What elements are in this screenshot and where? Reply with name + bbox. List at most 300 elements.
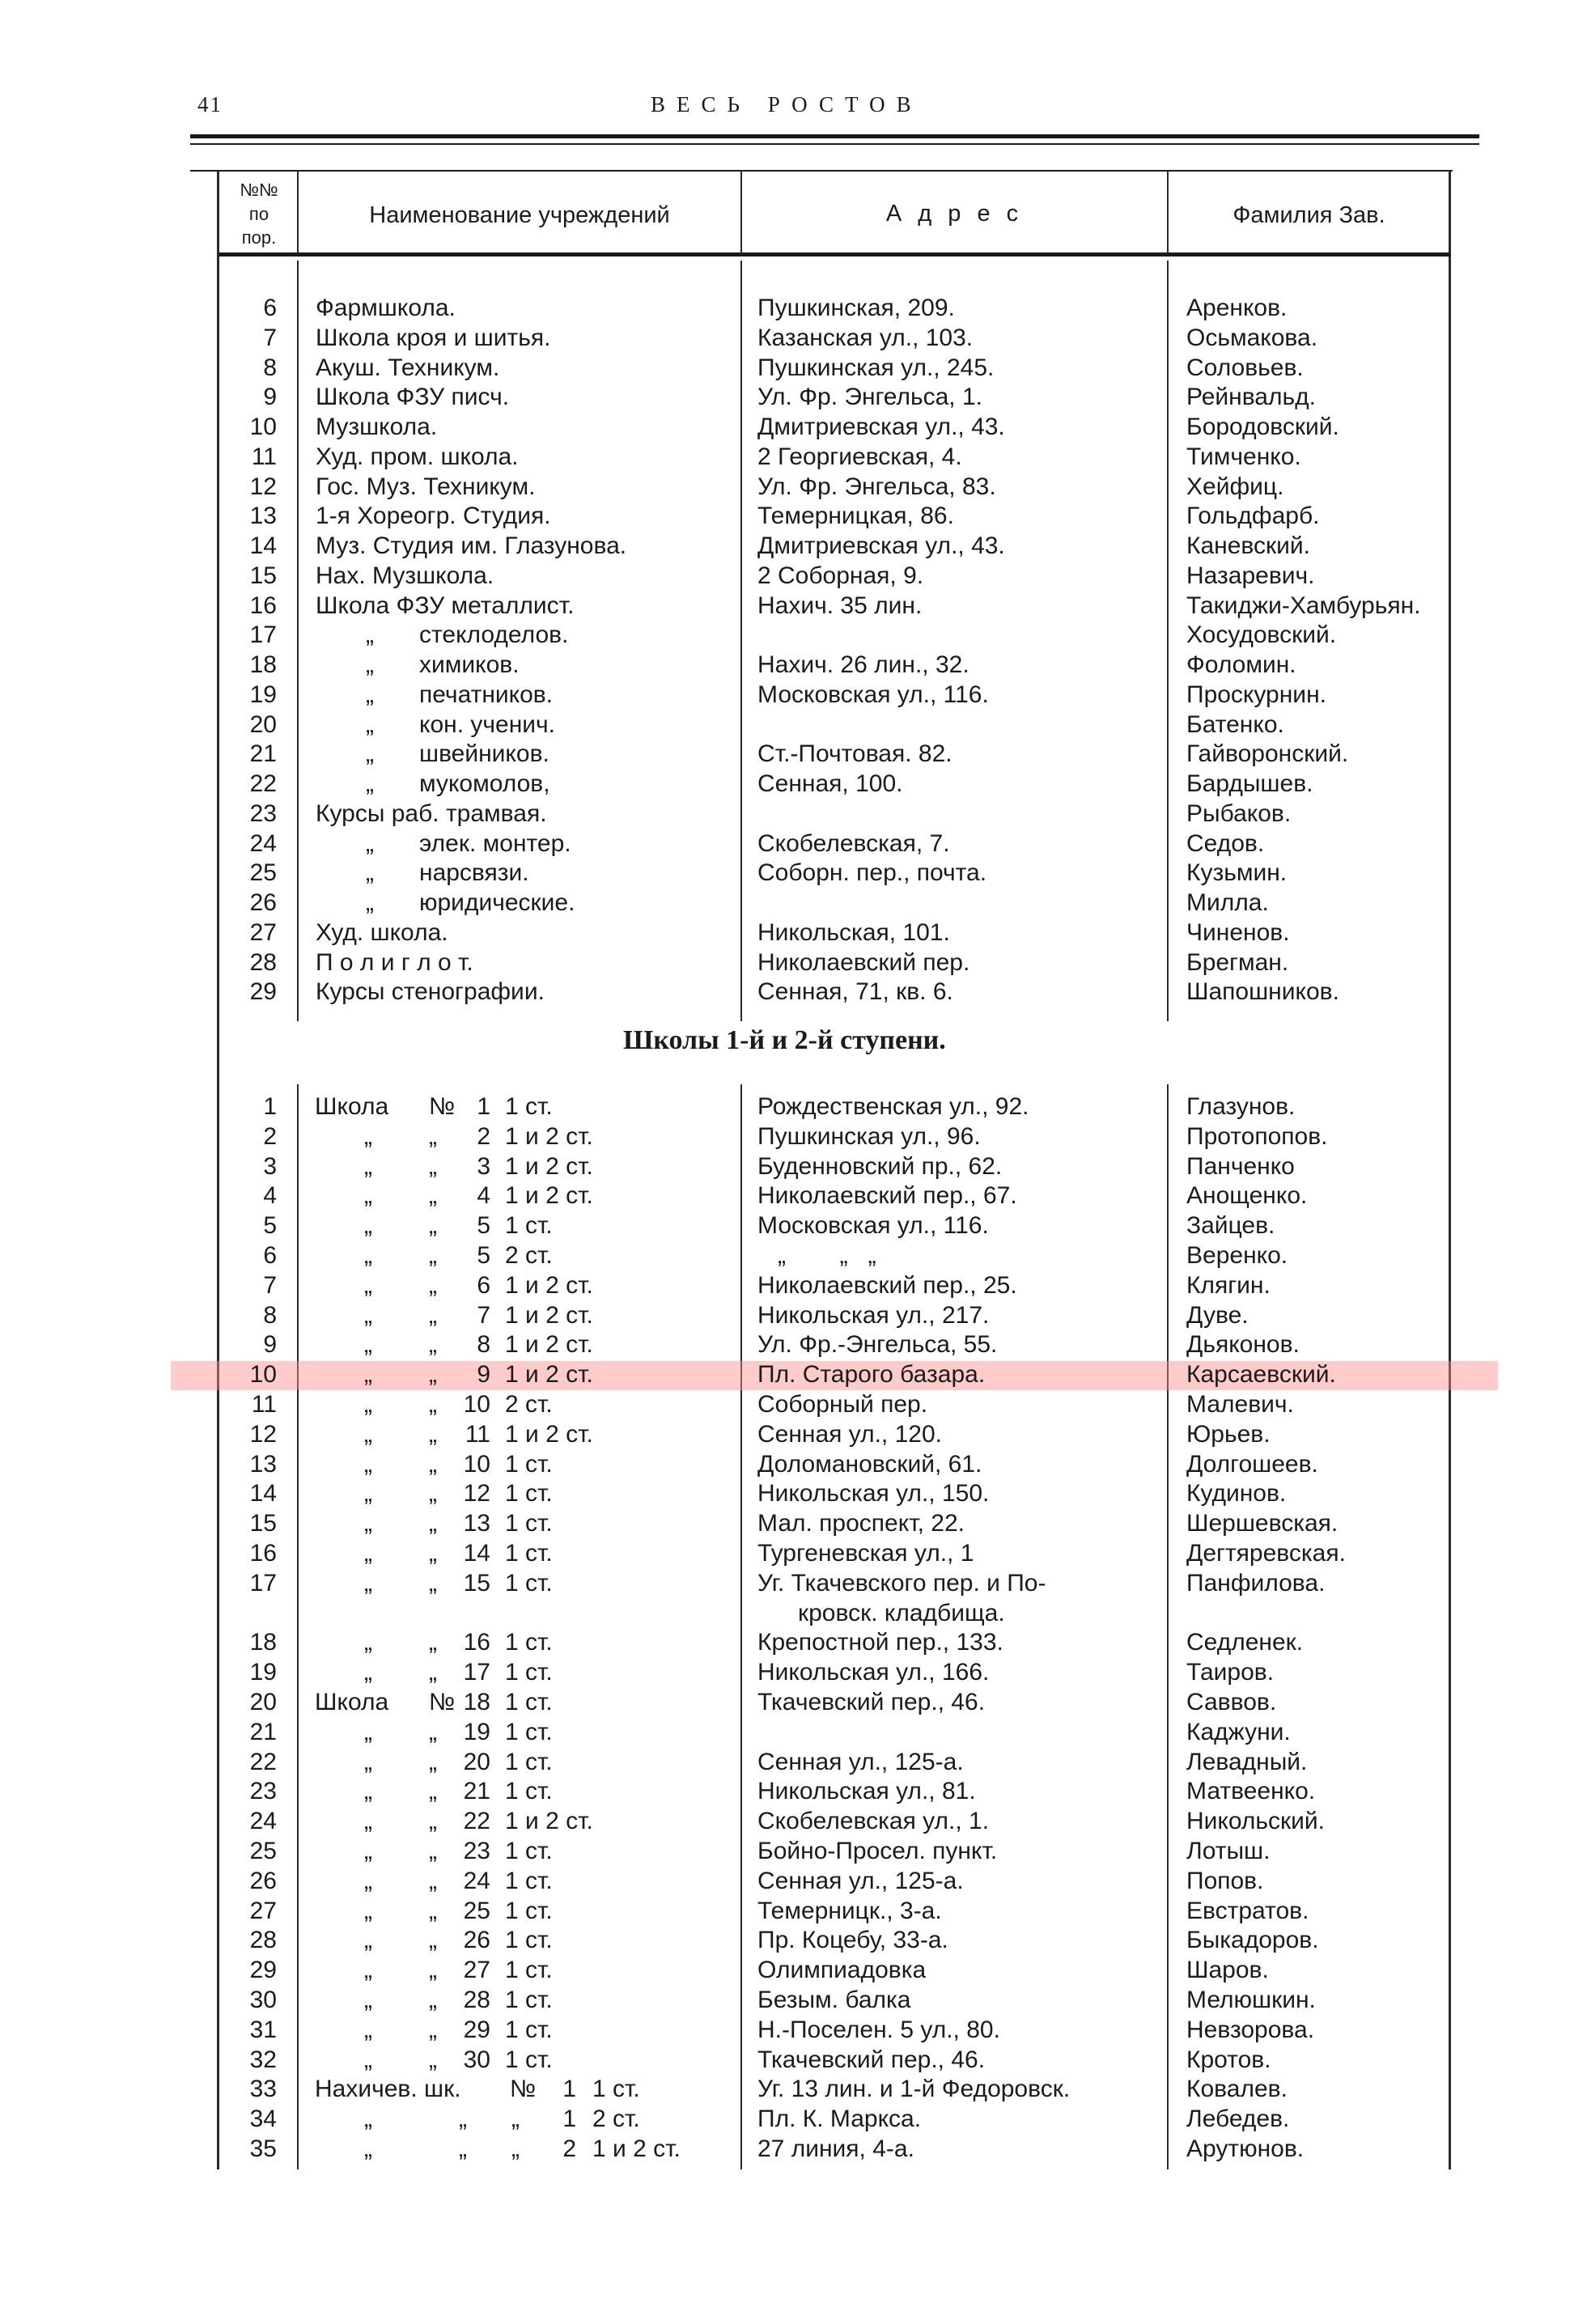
head-surname: Хосудовский. bbox=[1186, 621, 1337, 649]
address: Ткачевский пер., 46. bbox=[757, 2046, 986, 2073]
head-surname: Быкадоров. bbox=[1186, 1927, 1319, 1954]
school-number: 5 bbox=[477, 1242, 490, 1269]
school-level: 1 ст. bbox=[505, 2046, 553, 2073]
school-level: 1 ст. bbox=[505, 2016, 553, 2043]
row-number: 15 bbox=[249, 562, 277, 589]
school-level: 2 ст. bbox=[592, 2106, 640, 2133]
address: Нахич. 35 лин. bbox=[757, 592, 923, 619]
address: Московская ул., 116. bbox=[757, 1212, 989, 1240]
address: Безым. балка bbox=[757, 1987, 911, 2013]
school-number: 3 bbox=[477, 1152, 490, 1180]
head-surname: Рыбаков. bbox=[1186, 799, 1292, 827]
ditto-mark: „ bbox=[429, 1569, 437, 1597]
address: Н.-Поселен. 5 ул., 80. bbox=[757, 2016, 1000, 2043]
row-number: 15 bbox=[249, 1510, 277, 1537]
school-level: 1 ст. bbox=[505, 1450, 553, 1478]
row-number: 8 bbox=[263, 354, 277, 381]
school-level: 1 ст. bbox=[505, 1838, 553, 1864]
head-surname: Проскурнин. bbox=[1186, 681, 1326, 708]
table-row bbox=[0, 1449, 1591, 1479]
page-number: 41 bbox=[197, 92, 223, 117]
head-surname: Такиджи-Хамбурьян. bbox=[1186, 592, 1421, 619]
head-surname: Бородовский. bbox=[1186, 413, 1339, 440]
table-row bbox=[0, 1478, 1591, 1508]
col-address-header: А д р е с bbox=[885, 201, 1024, 227]
head-surname: Кузьмин. bbox=[1186, 859, 1288, 887]
address: Сенная ул., 125-а. bbox=[757, 1748, 964, 1775]
address: Нахич. 26 лин., 32. bbox=[757, 651, 969, 678]
row-number: 21 bbox=[249, 740, 277, 768]
institution-name: Худ. пром. школа. bbox=[316, 443, 519, 470]
ditto-mark: „ bbox=[429, 1897, 437, 1924]
ditto-mark: „ bbox=[364, 2135, 372, 2162]
head-surname: Дегтяревская. bbox=[1186, 1540, 1346, 1567]
school-number: 22 bbox=[463, 1808, 490, 1835]
school-number: 26 bbox=[463, 1927, 490, 1954]
ditto-mark: „ bbox=[364, 1331, 372, 1359]
school-number: 13 bbox=[463, 1510, 490, 1537]
ditto-mark: „ bbox=[429, 1420, 437, 1448]
ditto-mark: „ bbox=[366, 770, 374, 797]
ditto-mark: „ bbox=[364, 1391, 372, 1418]
address: Никольская ул., 217. bbox=[757, 1301, 990, 1329]
address: Пл. Старого базара. bbox=[757, 1361, 986, 1389]
ditto-mark: „ bbox=[429, 1480, 437, 1508]
school-level: 1 ст. bbox=[505, 1718, 553, 1745]
row-number: 12 bbox=[249, 473, 277, 500]
head-surname: Седленек. bbox=[1186, 1629, 1304, 1656]
address: Московская ул., 116. bbox=[757, 681, 989, 708]
school-number: 2 bbox=[477, 1122, 490, 1150]
institution-name: 1-я Хореогр. Студия. bbox=[316, 503, 551, 530]
address: Пушкинская ул., 245. bbox=[757, 354, 995, 381]
address: Тургеневская ул., 1 bbox=[757, 1540, 974, 1567]
row-number: 27 bbox=[249, 918, 277, 946]
row-number: 16 bbox=[249, 1540, 277, 1567]
ditto-mark: „ bbox=[366, 740, 374, 768]
table-row bbox=[0, 293, 1591, 323]
head-surname: Невзорова. bbox=[1186, 2016, 1315, 2043]
head-surname: Лебедев. bbox=[1186, 2106, 1290, 2133]
row-number: 19 bbox=[249, 681, 277, 708]
ditto-mark: „ bbox=[366, 829, 374, 857]
school-level: 1 и 2 ст. bbox=[505, 1331, 593, 1359]
table-row bbox=[0, 1270, 1591, 1300]
table-top-rule bbox=[190, 170, 1453, 172]
ditto-mark: „ bbox=[364, 1748, 372, 1775]
school-number: 9 bbox=[477, 1361, 490, 1389]
head-surname: Седов. bbox=[1186, 829, 1265, 857]
table-row bbox=[0, 620, 1591, 650]
row-number: 11 bbox=[251, 1391, 277, 1418]
ditto-mark: „ bbox=[511, 2135, 520, 2162]
ditto-mark: „ bbox=[429, 1212, 437, 1240]
table-row bbox=[0, 680, 1591, 710]
school-level: 1 ст. bbox=[505, 1480, 553, 1508]
head-surname: Веренко. bbox=[1186, 1242, 1288, 1269]
row-number: 29 bbox=[249, 978, 277, 1006]
ditto-mark: „ bbox=[366, 859, 374, 887]
address: Соборн. пер., почта. bbox=[757, 859, 987, 887]
ditto-mark: „ bbox=[429, 1957, 437, 1984]
col-name-header: Наименование учреждений bbox=[369, 202, 670, 228]
row-number: 17 bbox=[249, 621, 277, 649]
head-surname: Евстратов. bbox=[1186, 1897, 1309, 1924]
address: Сенная, 100. bbox=[757, 770, 903, 797]
ditto-mark: „ bbox=[364, 1242, 372, 1269]
ditto-mark: „ bbox=[366, 621, 374, 649]
ditto-mark: „ bbox=[364, 1897, 372, 1924]
table-row bbox=[0, 1508, 1591, 1538]
table-row bbox=[0, 442, 1591, 472]
table-row bbox=[0, 1955, 1591, 1985]
table-row bbox=[0, 1181, 1591, 1211]
address: Ст.-Почтовая. 82. bbox=[757, 740, 952, 768]
table-row bbox=[0, 888, 1591, 918]
row-number: 10 bbox=[249, 1361, 277, 1389]
row-number: 13 bbox=[249, 1450, 277, 1478]
row-number: 26 bbox=[249, 889, 277, 916]
ditto-mark: „ bbox=[364, 1510, 372, 1537]
institution-name: мукомолов, bbox=[419, 770, 550, 797]
table-row bbox=[0, 799, 1591, 829]
school-level: 1 и 2 ст. bbox=[505, 1152, 593, 1180]
school-level: 1 и 2 ст. bbox=[505, 1271, 593, 1299]
school-level: 1 ст. bbox=[505, 1540, 553, 1567]
ditto-mark: „ bbox=[429, 1271, 437, 1299]
ditto-mark: „ bbox=[364, 1182, 372, 1210]
address: Никольская ул., 81. bbox=[757, 1778, 976, 1805]
head-surname: Глазунов. bbox=[1186, 1093, 1296, 1120]
school-number: 2 bbox=[562, 2135, 576, 2162]
row-number: 7 bbox=[263, 1271, 277, 1299]
school-number: 23 bbox=[463, 1838, 490, 1864]
school-level: 1 ст. bbox=[505, 1987, 553, 2013]
school-level: 1 и 2 ст. bbox=[505, 1361, 593, 1389]
col-number-line1: №№ bbox=[240, 180, 278, 200]
table-row bbox=[0, 977, 1591, 1007]
ditto-mark: „ bbox=[364, 2106, 372, 2133]
address: Дмитриевская ул., 43. bbox=[757, 532, 1005, 559]
ditto-mark: „ bbox=[429, 1927, 437, 1954]
header-rule-thick bbox=[190, 134, 1479, 138]
address: „ „ „ bbox=[757, 1242, 876, 1269]
row-number: 31 bbox=[249, 2016, 277, 2043]
row-number: 20 bbox=[249, 1689, 277, 1715]
ditto-mark: „ bbox=[429, 1540, 437, 1567]
table-row bbox=[0, 1896, 1591, 1926]
ditto-mark: „ bbox=[429, 1361, 437, 1389]
ditto-mark: „ bbox=[364, 1569, 372, 1597]
head-surname: Матвеенко. bbox=[1186, 1778, 1316, 1805]
ditto-mark: „ bbox=[429, 2046, 437, 2073]
school-level: 1 и 2 ст. bbox=[505, 1808, 593, 1835]
ditto-mark: „ bbox=[429, 1450, 437, 1478]
ditto-mark: „ bbox=[429, 2016, 437, 2043]
table-row bbox=[0, 1240, 1591, 1270]
school-label: Школа bbox=[315, 1093, 389, 1120]
address: Ул. Фр. Энгельса, 1. bbox=[757, 384, 982, 411]
head-surname: Фоломин. bbox=[1186, 651, 1296, 678]
head-surname: Лотыш. bbox=[1186, 1838, 1271, 1864]
ditto-mark: „ bbox=[429, 1629, 437, 1656]
head-surname: Левадный. bbox=[1186, 1748, 1308, 1775]
head-surname: Анощенко. bbox=[1186, 1182, 1308, 1210]
ditto-mark: „ bbox=[364, 2016, 372, 2043]
school-number: 15 bbox=[463, 1569, 490, 1597]
ditto-mark: „ bbox=[364, 1838, 372, 1864]
address: Бойно-Просел. пункт. bbox=[757, 1838, 998, 1864]
table-row bbox=[0, 1627, 1591, 1657]
address: Ул. Фр.-Энгельса, 55. bbox=[757, 1331, 998, 1359]
row-number: 4 bbox=[263, 1182, 277, 1210]
school-number: 24 bbox=[463, 1867, 490, 1894]
row-number: 23 bbox=[249, 1778, 277, 1805]
table-row bbox=[0, 531, 1591, 561]
school-number: 12 bbox=[463, 1480, 490, 1508]
school-level: 1 и 2 ст. bbox=[505, 1182, 593, 1210]
school-level: 1 и 2 ст. bbox=[505, 1420, 593, 1448]
table-row bbox=[0, 2104, 1591, 2134]
column-divider bbox=[297, 171, 299, 254]
ditto-mark: „ bbox=[364, 1927, 372, 1954]
table-row bbox=[0, 501, 1591, 531]
ditto-mark: „ bbox=[429, 1301, 437, 1329]
school-level: 1 ст. bbox=[505, 1748, 553, 1775]
school-number: 5 bbox=[477, 1212, 490, 1240]
school-level: 1 ст. bbox=[505, 1629, 553, 1656]
row-number: 16 bbox=[249, 592, 277, 619]
school-number: 4 bbox=[477, 1182, 490, 1210]
ditto-mark: „ bbox=[459, 2106, 467, 2133]
head-surname: Арутюнов. bbox=[1186, 2135, 1305, 2162]
address: 27 линия, 4-а. bbox=[757, 2135, 914, 2162]
table-row bbox=[0, 1359, 1591, 1389]
address: Казанская ул., 103. bbox=[757, 324, 974, 351]
head-surname: Милла. bbox=[1186, 889, 1269, 916]
school-level: 1 ст. bbox=[505, 1689, 553, 1715]
row-number: 12 bbox=[249, 1420, 277, 1448]
ditto-mark: „ bbox=[429, 1510, 437, 1537]
ditto-mark: „ bbox=[364, 1808, 372, 1835]
row-number: 14 bbox=[249, 532, 277, 559]
head-surname: Малевич. bbox=[1186, 1391, 1294, 1418]
ditto-mark: „ bbox=[364, 1271, 372, 1299]
ditto-mark: „ bbox=[364, 1420, 372, 1448]
school-level: 1 ст. bbox=[505, 1778, 553, 1805]
head-surname: Карсаевский. bbox=[1186, 1361, 1336, 1389]
address: Пл. К. Маркса. bbox=[757, 2106, 922, 2133]
institution-name: химиков. bbox=[419, 651, 520, 678]
table-row bbox=[0, 739, 1591, 769]
row-number: 6 bbox=[263, 295, 277, 321]
school-level: 1 и 2 ст. bbox=[505, 1122, 593, 1150]
row-number: 27 bbox=[249, 1897, 277, 1924]
institution-name: печатников. bbox=[419, 681, 554, 708]
school-number: 11 bbox=[465, 1420, 490, 1448]
address: Рождественская ул., 92. bbox=[757, 1093, 1029, 1120]
row-number: 11 bbox=[251, 443, 277, 470]
address: Пр. Коцебу, 33-а. bbox=[757, 1927, 948, 1954]
table-row bbox=[0, 1836, 1591, 1866]
head-surname: Соловьев. bbox=[1186, 354, 1304, 381]
institution-name: Музшкола. bbox=[316, 413, 438, 440]
ditto-mark: „ bbox=[364, 1718, 372, 1745]
address: Ткачевский пер., 46. bbox=[757, 1689, 986, 1715]
row-number: 10 bbox=[249, 413, 277, 440]
school-level: 1 ст. bbox=[505, 1957, 553, 1984]
head-surname: Никольский. bbox=[1186, 1808, 1326, 1835]
head-surname: Каджуни. bbox=[1186, 1718, 1291, 1745]
institution-name: Акуш. Техникум. bbox=[316, 354, 500, 381]
head-surname: Батенко. bbox=[1186, 710, 1284, 738]
column-divider bbox=[1167, 171, 1169, 254]
head-surname: Гайворонский. bbox=[1186, 740, 1349, 768]
head-surname: Кротов. bbox=[1186, 2046, 1271, 2073]
row-number: 34 bbox=[249, 2106, 277, 2133]
head-surname: Дьяконов. bbox=[1186, 1331, 1300, 1359]
head-surname: Аренков. bbox=[1186, 295, 1288, 321]
table-row bbox=[0, 2015, 1591, 2045]
address: Уг. Ткачевского пер. и По- bbox=[757, 1569, 1046, 1597]
table-row bbox=[0, 1092, 1591, 1122]
institution-name: Фармшкола. bbox=[316, 295, 456, 321]
col-number-line3: пор. bbox=[241, 227, 277, 248]
row-number: 28 bbox=[249, 1927, 277, 1954]
ditto-mark: „ bbox=[429, 1867, 437, 1894]
address: 2 Георгиевская, 4. bbox=[757, 443, 962, 470]
table-row bbox=[0, 858, 1591, 888]
ditto-mark: „ bbox=[429, 1242, 437, 1269]
institution-name: Муз. Студия им. Глазунова. bbox=[316, 532, 627, 559]
ditto-mark: „ bbox=[364, 1987, 372, 2013]
school-number: 29 bbox=[463, 2016, 490, 2043]
col-head-header: Фамилия Зав. bbox=[1232, 202, 1385, 228]
row-number: 25 bbox=[249, 1838, 277, 1864]
ditto-mark: „ bbox=[364, 1450, 372, 1478]
school-number: 1 bbox=[562, 2076, 576, 2103]
address: 2 Соборная, 9. bbox=[757, 562, 924, 589]
head-surname: Тимченко. bbox=[1186, 443, 1301, 470]
ditto-mark: „ bbox=[364, 2046, 372, 2073]
school-level: 1 ст. bbox=[505, 1927, 553, 1954]
head-surname: Брегман. bbox=[1186, 948, 1289, 976]
table-row bbox=[0, 650, 1591, 680]
address: Ул. Фр. Энгельса, 83. bbox=[757, 473, 996, 500]
address: Николаевский пер. bbox=[757, 948, 970, 976]
institution-name: Курсы стенографии. bbox=[316, 978, 545, 1006]
institution-name: стеклоделов. bbox=[419, 621, 569, 649]
table-row bbox=[0, 472, 1591, 502]
head-surname: Протопопов. bbox=[1186, 1122, 1328, 1150]
table-row bbox=[0, 591, 1591, 621]
head-surname: Зайцев. bbox=[1186, 1212, 1275, 1240]
row-number: 22 bbox=[249, 770, 277, 797]
address: Никольская ул., 166. bbox=[757, 1659, 990, 1686]
school-number: 21 bbox=[463, 1778, 490, 1805]
address: Дмитриевская ул., 43. bbox=[757, 413, 1005, 440]
head-surname: Чиненов. bbox=[1186, 918, 1290, 946]
table-row bbox=[0, 1747, 1591, 1777]
address: Доломановский, 61. bbox=[757, 1450, 982, 1478]
school-level: 1 ст. bbox=[505, 1093, 553, 1120]
address: Темерницкая, 86. bbox=[757, 503, 954, 530]
head-surname: Шаров. bbox=[1186, 1957, 1269, 1984]
head-surname: Бардышев. bbox=[1186, 770, 1313, 797]
ditto-mark: „ bbox=[429, 1331, 437, 1359]
ditto-mark: № bbox=[429, 1093, 456, 1120]
table-row bbox=[0, 1122, 1591, 1151]
address: Никольская, 101. bbox=[757, 918, 950, 946]
row-number: 1 bbox=[263, 1093, 277, 1120]
address: Мал. проспект, 22. bbox=[757, 1510, 965, 1537]
table-row bbox=[0, 1776, 1591, 1806]
row-number: 29 bbox=[249, 1957, 277, 1984]
institution-name: Школа кроя и шитья. bbox=[316, 324, 551, 351]
school-number: 6 bbox=[477, 1271, 490, 1299]
row-number: 25 bbox=[249, 859, 277, 887]
ditto-mark: „ bbox=[364, 1152, 372, 1180]
school-number: 20 bbox=[463, 1748, 490, 1775]
ditto-mark: „ bbox=[364, 1301, 372, 1329]
row-number: 35 bbox=[249, 2135, 277, 2162]
row-number: 21 bbox=[249, 1718, 277, 1745]
ditto-mark: „ bbox=[364, 1212, 372, 1240]
running-title: ВЕСЬ РОСТОВ bbox=[651, 92, 923, 117]
head-surname: Панфилова. bbox=[1186, 1569, 1326, 1597]
column-divider bbox=[740, 171, 742, 254]
address: Олимпиадовка bbox=[757, 1957, 927, 1984]
institution-name: Нах. Музшкола. bbox=[316, 562, 494, 589]
school-number: 14 bbox=[463, 1540, 490, 1567]
school-number: 16 bbox=[463, 1629, 490, 1656]
row-number: 18 bbox=[249, 1629, 277, 1656]
table-row bbox=[0, 1419, 1591, 1449]
ditto-mark: „ bbox=[364, 1659, 372, 1686]
header-rule-thin bbox=[190, 143, 1479, 145]
address: Крепостной пер., 133. bbox=[757, 1629, 1003, 1656]
table-row bbox=[0, 1866, 1591, 1896]
ditto-mark: „ bbox=[364, 1122, 372, 1150]
row-number: 14 bbox=[249, 1480, 277, 1508]
row-number: 19 bbox=[249, 1659, 277, 1686]
table-row bbox=[0, 1925, 1591, 1955]
row-number: 9 bbox=[263, 1331, 277, 1359]
ditto-mark: № bbox=[510, 2076, 537, 2103]
column-header-rule bbox=[218, 252, 1450, 257]
table-row bbox=[0, 2134, 1591, 2164]
table-row bbox=[0, 829, 1591, 859]
institution-name: Школа ФЗУ металлист. bbox=[316, 592, 575, 619]
school-level: 1 ст. bbox=[505, 1867, 553, 1894]
table-row bbox=[0, 1657, 1591, 1687]
school-number: 18 bbox=[463, 1689, 490, 1715]
head-surname: Кудинов. bbox=[1186, 1480, 1287, 1508]
table-row bbox=[0, 382, 1591, 412]
address: Буденновский пр., 62. bbox=[757, 1152, 1003, 1180]
ditto-mark: „ bbox=[429, 1987, 437, 2013]
school-number: 1 bbox=[477, 1093, 490, 1120]
school-label: Школа bbox=[315, 1689, 389, 1715]
head-surname: Назаревич. bbox=[1186, 562, 1315, 589]
table-row bbox=[0, 323, 1591, 353]
school-level: 2 ст. bbox=[505, 1242, 553, 1269]
row-number: 5 bbox=[263, 1212, 277, 1240]
row-number: 28 bbox=[249, 948, 277, 976]
head-surname: Попов. bbox=[1186, 1867, 1264, 1894]
head-surname: Ковалев. bbox=[1186, 2076, 1288, 2103]
row-number: 26 bbox=[249, 1867, 277, 1894]
